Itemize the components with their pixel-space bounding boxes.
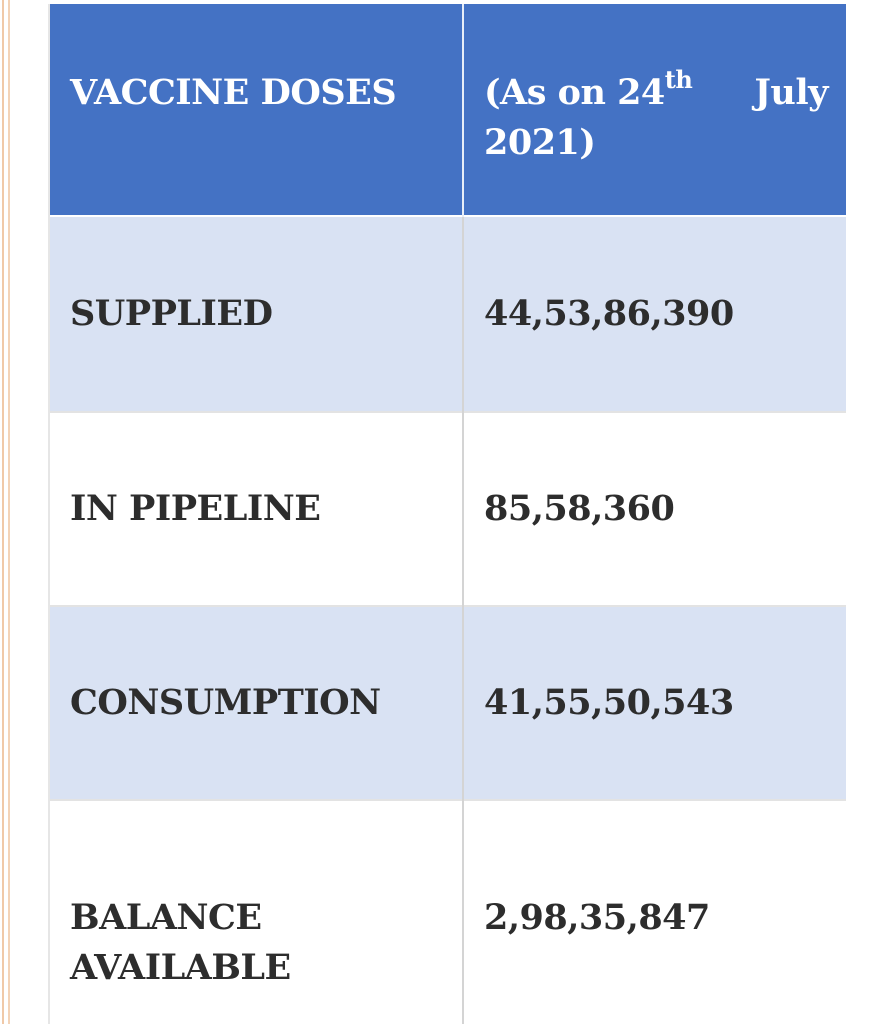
page-edge-line	[8, 0, 10, 1024]
table-row	[50, 412, 846, 606]
row-label-in-pipeline: IN PIPELINE	[50, 412, 463, 606]
header-date-month: July	[754, 72, 828, 113]
table-row	[50, 216, 846, 412]
table-row	[50, 606, 846, 800]
row-value-consumption: 41,55,50,543	[463, 606, 846, 800]
row-label-available: AVAILABLE	[70, 947, 291, 988]
row-value-in-pipeline: 85,58,360	[463, 412, 846, 606]
row-label-balance: BALANCE	[70, 897, 262, 938]
header-date-prefix	[484, 65, 693, 118]
page-edge-line	[2, 0, 4, 1024]
vaccine-doses-table	[50, 4, 846, 1024]
vaccine-doses-table-container	[48, 4, 846, 1024]
row-label-consumption: CONSUMPTION	[50, 606, 463, 800]
table-row	[50, 800, 846, 1024]
header-as-on-date	[463, 4, 846, 216]
row-label-balance-available	[50, 800, 463, 1024]
row-label-supplied: SUPPLIED	[50, 216, 463, 412]
header-date-day: (As on 24	[484, 72, 665, 113]
table-header-row	[50, 4, 846, 216]
header-date-year: 2021)	[484, 122, 596, 163]
header-vaccine-doses: VACCINE DOSES	[50, 4, 463, 216]
header-date-ordinal: th	[664, 65, 693, 95]
header-date-line-1	[484, 65, 828, 118]
row-value-balance-available: 2,98,35,847	[463, 800, 846, 1024]
row-value-supplied: 44,53,86,390	[463, 216, 846, 412]
